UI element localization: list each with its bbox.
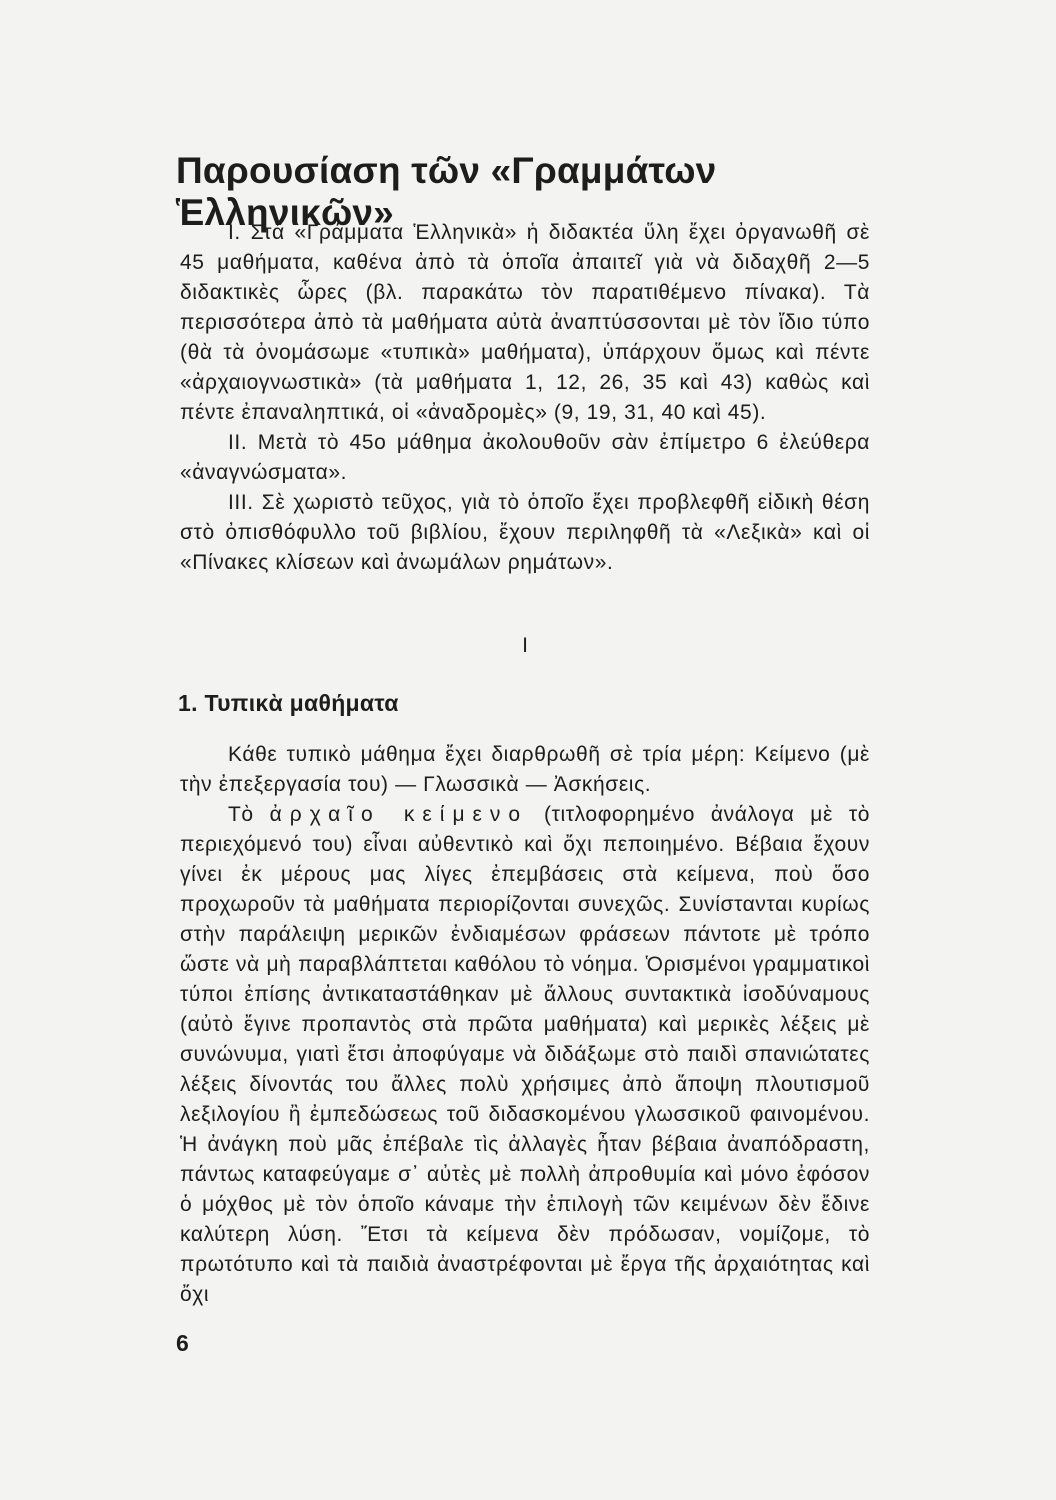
section-paragraph-1: Κάθε τυπικὸ μάθημα ἔχει διαρθρωθῆ σὲ τρία μέρη: Κείμενο (μὲ τὴν ἐπεξεργασία του) — Γλωσσικὰ — Ἀσκήσεις. bbox=[180, 743, 870, 796]
intro-paragraph-3: ΙΙΙ. Σὲ χωριστὸ τεῦχος, γιὰ τὸ ὁποῖο ἔχει προβλεφθῆ εἰδικὴ θέση στὸ ὀπισθόφυλλο τοῦ βιβλίου, ἔχουν περιληφθῆ τὰ «Λεξικὰ» καὶ οἱ «Πίνακες κλίσεων καὶ ἀνωμάλων ρημάτων». bbox=[180, 491, 870, 574]
paragraph-text: (τιτλοφορημένο ἀνάλογα μὲ τὸ περιεχόμενό του) εἶναι αὐθεντικὸ καὶ ὄχι πεποιημένο. Βέβαια ἔχουν γίνει ἐκ μέρους μας λίγες ἐπεμβάσεις στὰ κείμενα, ποὺ ὅσο προχωροῦν τὰ μαθήματα περιορίζονται συνεχῶς. Συνίστανται κυρίως στὴν παράλειψη μερικῶν ἐνδιαμέσων φράσεων πάντοτε μὲ τρόπο ὥστε νὰ μὴ παραβλάπτεται καθόλου τὸ νόημα. Ὁρισμένοι γραμματικοὶ τύποι ἐπίσης ἀντικαταστάθηκαν μὲ ἄλλους συντακτικὰ ἰσοδύναμους (αὐτὸ ἔγινε προπαντὸς στὰ πρῶτα μαθήματα) καὶ μερικὲς λέξεις μὲ συνώνυμα, γιατὶ ἔτσι ἀποφύγαμε νὰ διδάξωμε στὸ παιδὶ σπανιώτατες λέξεις δίνοντάς του ἄλλες πολὺ χρήσιμες ἀπὸ ἄποψη πλουτισμοῦ λεξιλογίου ἢ ἐμπεδώσεως τοῦ διδασκομένου γλωσσικοῦ φαινομένου. Ἡ ἀνάγκη ποὺ μᾶς ἐπέβαλε τὶς ἀλλαγὲς ἦταν βέβαια ἀναπόδραστη, πάντως καταφεύγαμε σ᾽ αὐτὲς μὲ πολλὴ ἀπροθυμία καὶ μόνο ἐφόσον ὁ μόχθος μὲ τὸν ὁποῖο κάναμε τὴν ἐπιλογὴ τῶν κειμένων δὲν ἔδινε καλύτερη λύση. Ἔτσι τὰ κείμενα δὲν πρόδωσαν, νομίζομε, τὸ πρωτότυπο καὶ τὰ παιδιὰ ἀναστρέφονται μὲ ἔργα τῆς ἀρχαιότητας καὶ ὄχι bbox=[180, 803, 871, 1306]
section-paragraph-2 bbox=[180, 800, 870, 1310]
paragraph-lead: Τὸ bbox=[228, 803, 254, 826]
page-number: 6 bbox=[176, 1330, 189, 1356]
section-body bbox=[180, 740, 870, 1310]
intro-paragraph-1: Ι. Στὰ «Γράμματα Ἑλληνικὰ» ἡ διδακτέα ὕλη ἔχει ὀργανωθῆ σὲ 45 μαθήματα, καθένα ἀπὸ τὰ ὁποῖα ἀπαιτεῖ γιὰ νὰ διδαχθῆ 2—5 διδακτικὲς ὧρες (βλ. παρακάτω τὸν παρατιθέμενο πίνακα). Τὰ περισσότερα ἀπὸ τὰ μαθήματα αὐτὰ ἀναπτύσσονται μὲ τὸν ἴδιο τύπο (θὰ τὰ ὀνομάσωμε «τυπικὰ» μαθήματα), ὑπάρχουν ὅμως καὶ πέντε «ἀρχαιογνωστικὰ» (τὰ μαθήματα 1, 12, 26, 35 καὶ 43) καθὼς καὶ πέντε ἐπαναληπτικά, οἱ «ἀναδρομὲς» (9, 19, 31, 40 καὶ 45). bbox=[180, 221, 870, 424]
intro-section bbox=[180, 218, 870, 578]
page-title: Παρουσίαση τῶν «Γραμμάτων Ἑλληνικῶν» bbox=[176, 150, 717, 233]
intro-paragraph-2: ΙΙ. Μετὰ τὸ 45ο μάθημα ἀκολουθοῦν σὰν ἐπίμετρο 6 ἐλεύθερα «ἀναγνώσματα». bbox=[180, 431, 870, 484]
section-heading: 1. Τυπικὰ μαθήματα bbox=[178, 690, 399, 716]
part-numeral: Ι bbox=[522, 634, 528, 657]
emphasized-term: ἀρχαῖο κείμενο bbox=[269, 803, 529, 826]
